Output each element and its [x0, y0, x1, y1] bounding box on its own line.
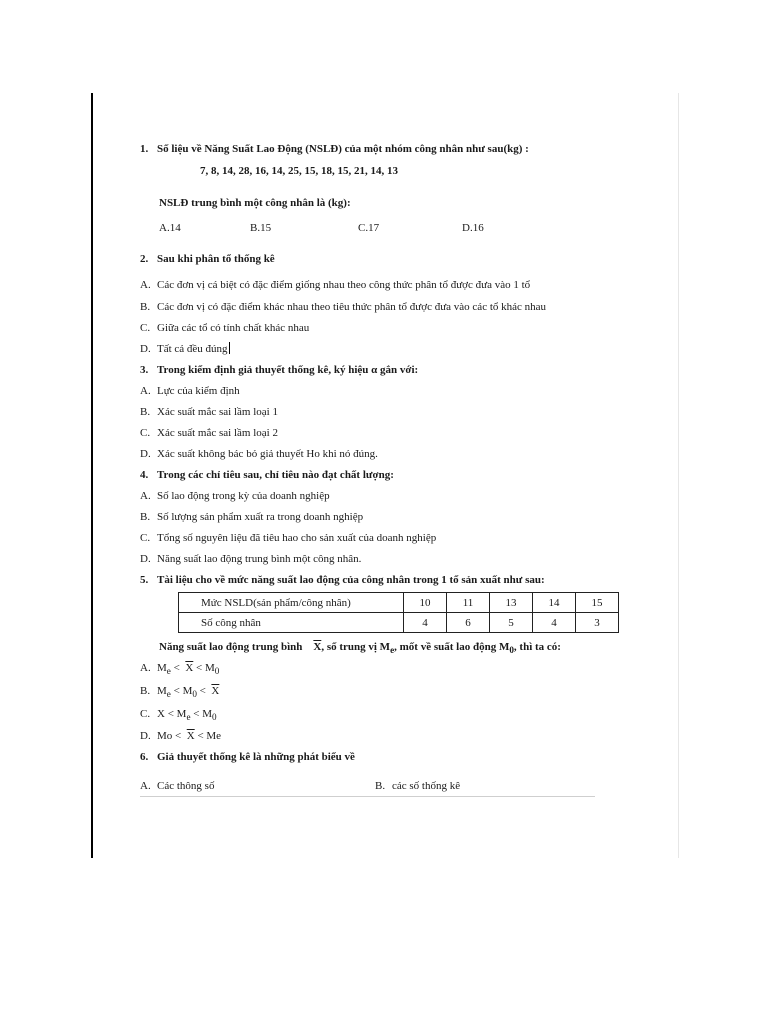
answer-option-d[interactable]: D. Tất cả đều đúng [140, 343, 228, 355]
answer-option-c[interactable]: C. Xác suất mắc sai lầm loại 2 [140, 427, 278, 439]
table-cell: 11 [447, 593, 490, 613]
question-5 [140, 573, 545, 587]
question-text: Số liệu về Năng Suất Lao Động (NSLĐ) của một nhóm công nhân như sau(kg) : [157, 143, 529, 155]
question-text: Trong các chỉ tiêu sau, chỉ tiêu nào đạt chất lượng: [157, 469, 394, 481]
question-2 [140, 252, 275, 266]
table-cell: 15 [576, 593, 619, 613]
question-3 [140, 363, 418, 377]
question-text: Tài liệu cho về mức năng suất lao động của công nhân trong 1 tổ sản xuất như sau: [157, 574, 545, 586]
answer-option-a[interactable]: A. Số lao động trong kỳ của doanh nghiệp [140, 490, 330, 502]
answer-option-b[interactable]: B. Xác suất mắc sai lầm loại 1 [140, 406, 278, 418]
table-row-label: Mức NSLD(sản phẩm/công nhân) [179, 593, 404, 613]
table-cell: 5 [490, 613, 533, 633]
question-number: 4. [140, 469, 149, 481]
question-1-data: 7, 8, 14, 28, 16, 14, 25, 15, 18, 15, 21, 14, 13 [200, 165, 398, 177]
answer-option-a[interactable]: A. Các thông số [140, 780, 215, 792]
question-number: 3. [140, 364, 149, 376]
answer-option-d[interactable]: D. $Mo < \overline{X} < Me$ [140, 730, 222, 742]
answer-option-b[interactable]: B. Các đơn vị có đặc điểm khác nhau theo tiêu thức phân tổ được đưa vào các tổ khác nhau [140, 301, 547, 313]
table-row [179, 613, 619, 633]
question-number: 1. [140, 143, 149, 155]
table-cell: 10 [404, 593, 447, 613]
question-text: Trong kiểm định giả thuyết thống kê, ký hiệu α gắn với: [157, 364, 419, 376]
table-cell: 6 [447, 613, 490, 633]
answer-option-b[interactable]: B.15 [250, 222, 272, 234]
answer-option-c[interactable]: C. $X < M_e < M_0$ [140, 708, 217, 723]
question-6 [140, 750, 355, 764]
table-cell: 3 [576, 613, 619, 633]
answer-option-d[interactable]: D. Xác suất không bác bỏ giả thuyết Ho khi nó đúng. [140, 448, 378, 460]
productivity-table [178, 592, 619, 633]
divider [140, 796, 595, 797]
answer-option-b[interactable]: B. Số lượng sản phẩm xuất ra trong doanh nghiệp [140, 511, 364, 523]
question-1-prompt: NSLĐ trung bình một công nhân là (kg): [159, 197, 351, 209]
answer-option-b[interactable]: B. các số thống kê [375, 780, 461, 792]
answer-option-c[interactable]: C. Tổng số nguyên liệu đã tiêu hao cho sản xuất của doanh nghiệp [140, 532, 437, 544]
question-1 [140, 142, 529, 156]
question-4 [140, 468, 394, 482]
question-number: 2. [140, 253, 149, 265]
question-text: Giả thuyết thống kê là những phát biểu về [157, 751, 355, 763]
table-cell: 13 [490, 593, 533, 613]
question-5-prompt: Năng suất lao động trung bình $\overline{X}$, số trung vị $M_e$, mốt về suất lao động $M_0$, thì ta có: [159, 641, 561, 656]
answer-option-a[interactable]: A. Các đơn vị cá biệt có đặc điểm giống nhau theo công thức phân tổ được đưa vào 1 tổ [140, 279, 531, 291]
answer-option-d[interactable]: D.16 [462, 222, 484, 234]
table-cell: 14 [533, 593, 576, 613]
answer-option-a[interactable]: A. $M_e < \overline{X} < M_0$ [140, 662, 220, 677]
text-cursor [229, 342, 230, 354]
answer-option-b[interactable]: B. $M_e < M_0 < \overline{X}$ [140, 685, 220, 700]
answer-option-c[interactable]: C.17 [358, 222, 380, 234]
answer-option-a[interactable]: A.14 [159, 222, 181, 234]
table-row-label: Số công nhân [179, 613, 404, 633]
question-text: Sau khi phân tổ thống kê [157, 253, 275, 265]
answer-option-c[interactable]: C. Giữa các tổ có tính chất khác nhau [140, 322, 310, 334]
question-number: 6. [140, 751, 149, 763]
answer-option-d[interactable]: D. Năng suất lao động trung bình một công nhân. [140, 553, 362, 565]
table-cell: 4 [404, 613, 447, 633]
question-number: 5. [140, 574, 149, 586]
table-row [179, 593, 619, 613]
answer-option-a[interactable]: A. Lực của kiểm định [140, 385, 240, 397]
table-cell: 4 [533, 613, 576, 633]
